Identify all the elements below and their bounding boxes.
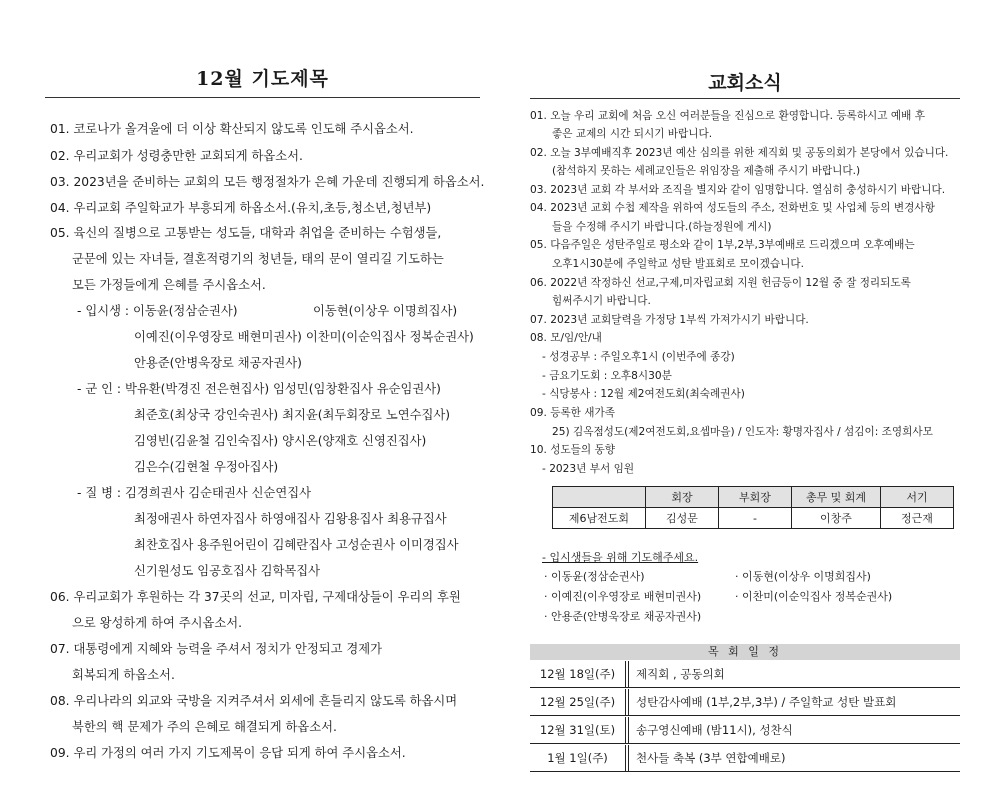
prayer-title-rule bbox=[45, 97, 480, 98]
officers-header-cell bbox=[553, 487, 646, 508]
schedule-divider bbox=[628, 661, 629, 687]
schedule-date: 12월 25일(주) bbox=[539, 695, 616, 709]
prayer-line: 신기원성도 임공호집사 김학목집사 bbox=[134, 564, 320, 578]
schedule-date: 12월 31일(토) bbox=[539, 723, 616, 737]
schedule-event: 송구영신예배 (밤11시), 성찬식 bbox=[636, 723, 793, 737]
prayer-line: 회복되게 하옵소서. bbox=[72, 668, 175, 682]
news-line: 06. 2022년 작정하신 선교,구제,미자립교회 지원 헌금등이 12월 중 잘 정리되도록 bbox=[530, 277, 911, 289]
officers-cell: 김성문 bbox=[646, 508, 719, 529]
prayer-line: - 군 인 : 박유환(박경진 전은현집사) 임성민(임창환집사 유순임권사) bbox=[77, 382, 441, 396]
prayer-line: 08. 우리나라의 외교와 국방을 지켜주셔서 외세에 흔들리지 않도록 하옵시며 bbox=[50, 694, 458, 708]
prayer-line: 안용준(안병욱장로 채공자권사) bbox=[134, 356, 302, 370]
prayer-line: 06. 우리교회가 후원하는 각 37곳의 선교, 미자립, 구제대상들이 우리의 후원 bbox=[50, 590, 461, 604]
officers-table bbox=[552, 486, 954, 529]
prayer-line: 으로 왕성하게 하여 주시옵소서. bbox=[72, 616, 243, 630]
prayer-line: - 질 병 : 김경희권사 김순태권사 신순연집사 bbox=[77, 486, 311, 500]
prayer-line: 최찬호집사 용주원어린이 김혜란집사 고성순권사 이미경집사 bbox=[134, 538, 459, 552]
schedule-divider bbox=[628, 717, 629, 743]
prayer-line: 05. 육신의 질병으로 고통받는 성도들, 대학과 취업을 준비하는 수험생들, bbox=[50, 226, 442, 240]
officers-header-cell: 총무 및 회계 bbox=[792, 487, 881, 508]
prayer-line: 모든 가정들에게 은혜를 주시옵소서. bbox=[72, 278, 266, 292]
news-line: 들을 수정해 주시기 바랍니다.(하늘정원에 게시) bbox=[552, 221, 772, 233]
prayer-line: 김영빈(김윤철 김인숙집사) 양시온(양재호 신영진집사) bbox=[134, 434, 427, 448]
officers-cell: 정근재 bbox=[881, 508, 954, 529]
prayer-line: - 입시생 : 이동윤(정삼순권사) bbox=[77, 304, 238, 318]
schedule-row bbox=[530, 745, 960, 772]
exam-item: · 이예진(이우영장로 배현미권사) bbox=[544, 590, 702, 603]
schedule-divider bbox=[625, 689, 626, 715]
prayer-line: 이예진(이우영장로 배현미권사) 이찬미(이순익집사 정복순권사) bbox=[134, 330, 474, 344]
schedule-row bbox=[530, 689, 960, 716]
prayer-line: 09. 우리 가정의 여러 가지 기도제목이 응답 되게 하여 주시옵소서. bbox=[50, 746, 406, 760]
prayer-line: 군문에 있는 자녀들, 결혼적령기의 청년들, 태의 문이 열리길 기도하는 bbox=[72, 252, 444, 266]
prayer-line: 김은수(김현철 우정아집사) bbox=[134, 460, 279, 474]
prayer-line: 07. 대통령에게 지혜와 능력을 주셔서 정치가 안정되고 경제가 bbox=[50, 642, 383, 656]
news-line: - 2023년 부서 임원 bbox=[542, 463, 635, 475]
prayer-line: 04. 우리교회 주일학교가 부흥되게 하옵소서.(유치,초등,청소년,청년부) bbox=[50, 201, 432, 215]
officers-header-cell: 부회장 bbox=[719, 487, 792, 508]
exam-item: · 이찬미(이순익집사 정복순권사) bbox=[735, 590, 893, 603]
news-line: 04. 2023년 교회 수첩 제작을 위하여 성도들의 주소, 전화번호 및 사업체 등의 변경사항 bbox=[530, 202, 935, 214]
prayer-line: 북한의 핵 문제가 주의 은혜로 해결되게 하옵소서. bbox=[72, 720, 337, 734]
news-line: 03. 2023년 교회 각 부서와 조직을 별지와 같이 임명합니다. 열심히 충성하시기 바랍니다. bbox=[530, 184, 946, 196]
schedule-divider bbox=[625, 745, 626, 771]
news-line: 25) 김옥점성도(제2여전도회,요셉마을) / 인도자: 황명자집사 / 섬김이: 조영희사모 bbox=[552, 426, 933, 438]
prayer-title: 12월 기도제목 bbox=[196, 68, 329, 90]
schedule-divider bbox=[628, 745, 629, 771]
news-line: - 성경공부 : 주일오후1시 (이번주에 종강) bbox=[542, 351, 735, 363]
schedule-divider bbox=[625, 661, 626, 687]
news-line: 08. 모/임/안/내 bbox=[530, 332, 602, 344]
officers-cell: 제6남전도회 bbox=[553, 508, 646, 529]
prayer-line: 이동현(이상우 이명희집사) bbox=[313, 304, 458, 318]
news-line: - 식당봉사 : 12월 제2여전도회(최숙례권사) bbox=[542, 388, 745, 400]
officers-header-cell: 서기 bbox=[881, 487, 954, 508]
prayer-line: 최정애권사 하연자집사 하영애집사 김왕용집사 최용규집사 bbox=[134, 512, 447, 526]
schedule-event: 제직회 , 공동의회 bbox=[636, 667, 725, 681]
exam-heading: - 입시생들을 위해 기도해주세요. bbox=[542, 551, 699, 564]
news-line: 07. 2023년 교회달력을 가정당 1부씩 가져가시기 바랍니다. bbox=[530, 314, 809, 326]
officers-row bbox=[553, 508, 954, 529]
prayer-line: 01. 코로나가 올겨울에 더 이상 확산되지 않도록 인도해 주시옵소서. bbox=[50, 122, 414, 136]
prayer-line: 03. 2023년을 준비하는 교회의 모든 행정절차가 은혜 가운데 진행되게 하옵소서. bbox=[50, 175, 485, 189]
news-line: 10. 성도들의 동향 bbox=[530, 444, 615, 456]
news-line: 오후1시30분에 주일학교 성탄 발표회로 모이겠습니다. bbox=[552, 258, 804, 270]
officers-header-row bbox=[553, 487, 954, 508]
news-line: 09. 등록한 새가족 bbox=[530, 407, 615, 419]
officers-cell: 이창주 bbox=[792, 508, 881, 529]
exam-item: · 이동현(이상우 이명희집사) bbox=[735, 570, 871, 583]
schedule-row bbox=[530, 717, 960, 744]
news-line: 힘써주시기 바랍니다. bbox=[552, 295, 651, 307]
schedule-heading: 목 회 일 정 bbox=[530, 644, 960, 660]
news-line: 좋은 교제의 시간 되시기 바랍니다. bbox=[552, 128, 713, 140]
officers-cell: - bbox=[719, 508, 792, 529]
schedule-date: 12월 18일(주) bbox=[539, 667, 616, 681]
news-line: 01. 오늘 우리 교회에 처음 오신 여러분들을 진심으로 환영합니다. 등록하시고 예배 후 bbox=[530, 110, 925, 122]
prayer-line: 최준호(최상국 강인숙권사) 최지윤(최두회장로 노연수집사) bbox=[134, 408, 451, 422]
news-title-rule bbox=[530, 98, 960, 99]
news-title: 교회소식 bbox=[708, 72, 782, 94]
news-line: - 금요기도회 : 오후8시30분 bbox=[542, 370, 672, 382]
schedule-event: 성탄감사예배 (1부,2부,3부) / 주일학교 성탄 발표회 bbox=[636, 695, 897, 709]
exam-item: · 이동윤(정삼순권사) bbox=[544, 570, 645, 583]
news-line: 05. 다음주일은 성탄주일로 평소와 같이 1부,2부,3부예배로 드리겠으며 오후예배는 bbox=[530, 239, 915, 251]
exam-item: · 안용준(안병욱장로 채공자권사) bbox=[544, 610, 702, 623]
news-line: 02. 오늘 3부예배직후 2023년 예산 심의를 위한 제직회 및 공동의회가 본당에서 있습니다. bbox=[530, 147, 949, 159]
officers-header-cell: 회장 bbox=[646, 487, 719, 508]
schedule-divider bbox=[628, 689, 629, 715]
schedule-row bbox=[530, 661, 960, 688]
schedule-divider bbox=[625, 717, 626, 743]
schedule-event: 천사들 축복 (3부 연합예배로) bbox=[636, 751, 786, 765]
prayer-line: 02. 우리교회가 성령충만한 교회되게 하옵소서. bbox=[50, 149, 303, 163]
schedule-date: 1월 1일(주) bbox=[547, 751, 608, 765]
news-line: (참석하지 못하는 세례교인들은 위임장을 제출해 주시기 바랍니다.) bbox=[552, 165, 861, 177]
